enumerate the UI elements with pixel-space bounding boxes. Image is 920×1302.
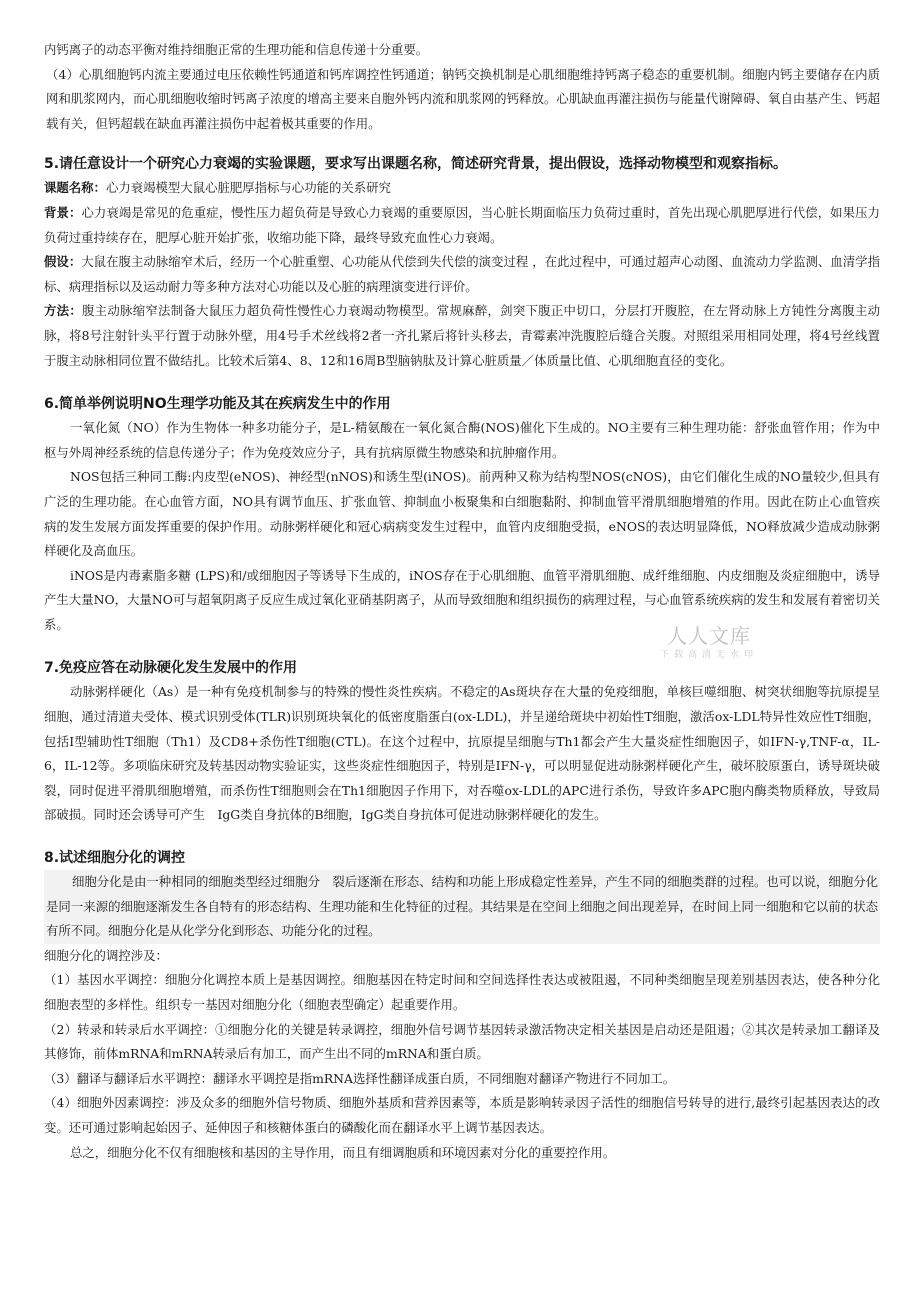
label: 背景： xyxy=(44,204,82,220)
section-heading: 5.请任意设计一个研究心力衰竭的实验课题，要求写出课题名称，简述研究背景，提出假设，选择动物模型和观察指标。 xyxy=(44,156,788,173)
paragraph: 一氧化氮（NO）作为生物体一种多功能分子，是L-精氨酸在一氧化氮合酶(NOS)催化下生成的。NO主要有三种生理功能：舒张血管作用；作为中枢与外周神经系统的信息传递分子；作为免疫效应分子，具有抗病原微生物感染和抗肿瘤作用。 xyxy=(44,420,880,460)
label: 方法： xyxy=(44,303,83,319)
section-heading: 6.简单举例说明NO生理学功能及其在疾病发生中的作用 xyxy=(44,396,391,413)
paragraph: 总之，细胞分化不仅有细胞核和基因的主导作用，而且有细调胞质和环境因素对分化的重要控作用。 xyxy=(70,1144,616,1160)
paragraph: 内钙离子的动态平衡对维持细胞正常的生理功能和信息传递十分重要。 xyxy=(44,42,429,57)
label: 课题名称： xyxy=(44,180,106,196)
section-heading: 8.试述细胞分化的调控 xyxy=(44,850,186,867)
paragraph xyxy=(44,176,880,201)
paragraph: 细胞分化是由一种相同的细胞类型经过细胞分 裂后逐渐在形态、结构和功能上形成稳定性差异，产生不同的细胞类群的过程。也可以说，细胞分化是同一来源的细胞逐渐发生各自特有的形态结构、生理功能和生化特征的过程。其结果是在空间上细胞之间出现差异，在时间上同一细胞和它以前的状态有所不同。细胞分化是从化学分化到形态、功能分化的过程。 xyxy=(44,870,880,944)
paragraph: （1）基因水平调控：细胞分化调控本质上是基因调控。细胞基因在特定时间和空间选择性表达或被阻遏，不同种类细胞呈现差别基因表达，使各种分化细胞表型的多样性。组织专一基因对细胞分化（细胞表型确定）起重要作用。 xyxy=(44,972,880,1012)
section-heading: 7.免疫应答在动脉硬化发生发展中的作用 xyxy=(44,660,298,677)
text: 心力衰竭模型大鼠心脏肥厚指标与心功能的关系研究 xyxy=(105,180,391,196)
paragraph: iNOS是内毒素脂多糖 (LPS)和/或细胞因子等诱导下生成的，iNOS存在于心肌细胞、血管平滑肌细胞、成纤维细胞、内皮细胞及炎症细胞中，诱导产生大量NO，大量NO可与超氧阴离子反应生成过氧化亚硝基阴离子，从而导致细胞和组织损伤的病理过程，与心血管系统疾病的发生和发展有着密切关系。 xyxy=(44,567,880,632)
text: 大鼠在腹主动脉缩窄术后，经历一个心脏重塑、心功能从代偿到失代偿的演变过程 ，在此过程中，可通过超声心动图、血流动力学监测、血清学指标、病理指标以及运动耐力等多种方法对心功能以及心脏的病理演变进行评价。 xyxy=(44,254,880,294)
text: 心力衰竭是常见的危重症，慢性压力超负荷是导致心力衰竭的重要原因，当心脏长期面临压力负荷过重时，首先出现心肌肥厚进行代偿，如果压力负荷过重持续存在，肥厚心脏开始扩张，收缩功能下降，最终导致充血性心力衰竭。 xyxy=(44,204,880,245)
label: 假设： xyxy=(44,254,82,270)
paragraph xyxy=(44,201,880,250)
paragraph: （2）转录和转录后水平调控：①细胞分化的关键是转录调控，细胞外信号调节基因转录激活物决定相关基因是启动还是阻遏；②其次是转录加工翻译及其修饰，前体mRNA和mRNA转录后有加工，而产生出不同的mRNA和蛋白质。 xyxy=(44,1021,880,1062)
watermark-subtitle: 下载高清无水印 xyxy=(659,650,758,660)
text: 腹主动脉缩窄法制备大鼠压力超负荷性慢性心力衰竭动物模型。常规麻醉，剑突下腹正中切口，分层打开腹腔，在左肾动脉上方钝性分离腹主动脉，将8号注射针头平行置于动脉外壁，用4号手术丝线将2者一齐扎紧后将针头移去，青霉素冲洗腹腔后缝合关腹。对照组采用相同处理，将4号丝线置于腹主动脉相同位置不做结扎。比较术后第4、8、12和16周B型脑钠肽及计算心脏质量／体质量比值、心肌细胞直径的变化。 xyxy=(44,303,881,368)
paragraph: NOS包括三种同工酶:内皮型(eNOS)、神经型(nNOS)和诱生型(iNOS)。前两种又称为结构型NOS(cNOS)，由它们催化生成的NO量较少,但具有广泛的生理功能。在心血管方面，NO具有调节血压、扩张血管、抑制血小板聚集和白细胞黏附、抑制血管平滑肌细胞增殖的作用。因此在防止心血管疾病的发生发展方面发挥重要的保护作用。动脉粥样硬化和冠心病病变发生过程中，血管内皮细胞受损，eNOS的表达明显降低，NO释放减少造成动脉粥样硬化及高血压。 xyxy=(44,469,880,559)
paragraph: （3）翻译与翻译后水平调控：翻译水平调控是指mRNA选择性翻译成蛋白质，不同细胞对翻译产物进行不同加工。 xyxy=(44,1070,676,1086)
paragraph xyxy=(44,250,880,299)
paragraph: （4）心肌细胞钙内流主要通过电压依赖性钙通道和钙库调控性钙通道；钠钙交换机制是心肌细胞维持钙离子稳态的重要机制。细胞内钙主要储存在内质网和肌浆网内，而心肌细胞收缩时钙离子浓度的增高主要来自胞外钙内流和肌浆网的钙释放。心肌缺血再灌注损伤与能量代谢障碍、氧自由基产生、钙超载有关，但钙超载在缺血再灌注损伤中起着极其重要的作用。 xyxy=(46,66,880,131)
paragraph xyxy=(44,299,880,373)
paragraph: 细胞分化的调控涉及： xyxy=(44,947,168,963)
watermark xyxy=(634,624,784,662)
document-page xyxy=(44,38,880,1165)
watermark-title: 人人文库 xyxy=(667,624,751,648)
paragraph: 动脉粥样硬化（As）是一种有免疫机制参与的特殊的慢性炎性疾病。不稳定的As斑块存在大量的免疫细胞，单核巨噬细胞、树突状细胞等抗原提呈细胞，通过清道夫受体、模式识别受体(TLR)识别斑块氧化的低密度脂蛋白(ox-LDL)，并呈递给斑块中初始性T细胞，激活ox-LDL特异性效应性T细胞，包括Ⅰ型辅助性T细胞（Th1）及CD8+杀伤性T细胞(CTL)。在这个过程中，抗原提呈细胞与Th1都会产生大量炎症性细胞因子，如IFN-γ,TNF-α，IL-6，IL-12等。多项临床研究及转基因动物实验证实，这些炎症性细胞因子，特别是IFN-γ，可以明显促进动脉粥样硬化产生，破坏胶原蛋白，诱导斑块破裂，同时促进平滑肌细胞增殖，而杀伤性T细胞则会在Th1细胞因子作用下，对吞噬ox-LDL的APC进行杀伤，导致许多APC胞内酶类物质释放，导致局部破损。同时还会诱导可产生 IgG类自身抗体的B细胞，IgG类自身抗体可促进动脉粥样硬化的发生。 xyxy=(44,684,880,823)
paragraph: （4）细胞外因素调控：涉及众多的细胞外信号物质、细胞外基质和营养因素等，本质是影响转录因子活性的细胞信号转导的进行,最终引起基因表达的改变。还可通过影响起始因子、延伸因子和核糖体蛋白的磷酸化而在翻译水平上调节基因表达。 xyxy=(44,1095,880,1135)
